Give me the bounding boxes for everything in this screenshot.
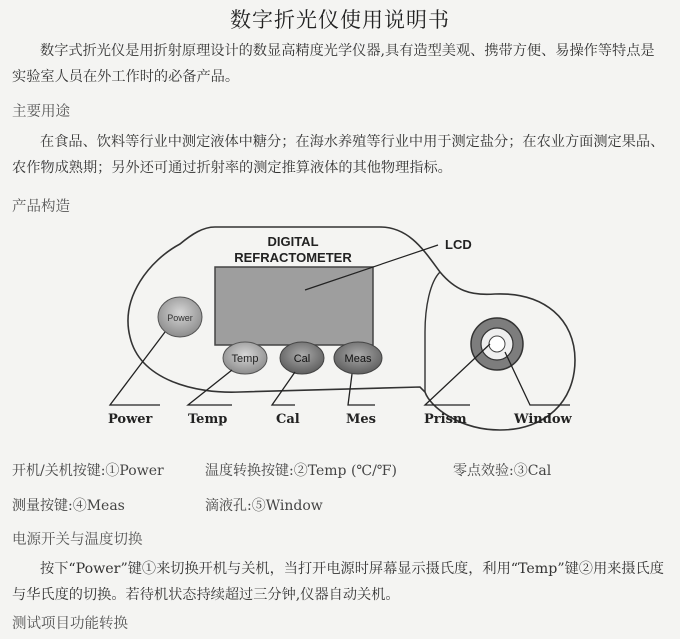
- window-center: [489, 336, 505, 352]
- power-key-desc: 开机/关机按键:①Power: [12, 463, 164, 479]
- structure-heading: 产品构造: [12, 199, 70, 215]
- power-callout: Power: [108, 412, 153, 427]
- temp-button-label: Temp: [231, 353, 259, 365]
- mode-switch-heading: 测试项目功能转换: [12, 616, 128, 632]
- uses-paragraph: 在食品、饮料等行业中测定液体中糖分；在海水养殖等行业中用于测定盐分；在农业方面测定果品、农作物成熟期；另外还可通过折射率的测定推算液体的其他物理指标。: [12, 134, 665, 176]
- prism-callout: Prism: [424, 412, 467, 427]
- device-seam: [425, 272, 440, 392]
- temp-key-desc: 温度转换按键:②Temp (℃/℉): [205, 463, 397, 479]
- temp-callout: Temp: [188, 412, 228, 427]
- zero-check-desc: 零点效验:③Cal: [453, 463, 552, 479]
- lcd-screen: [215, 267, 373, 345]
- measure-key-desc: 测量按键:④Meas: [12, 498, 125, 514]
- window-callout: Window: [514, 412, 572, 427]
- power-temp-paragraph: 按下“Power”键①来切换开机与关机，当打开电源时屏幕显示摄氏度，利用“Temp”键②用来摄氏度与华氏度的切换。若待机状态持续超过三分钟,仪器自动关机。: [12, 561, 664, 603]
- lcd-label: LCD: [445, 237, 472, 252]
- drop-hole-desc: 滴液孔:⑤Window: [205, 498, 323, 514]
- uses-heading: 主要用途: [12, 104, 70, 120]
- document-title: 数字折光仪使用说明书: [230, 8, 450, 32]
- mes-callout: Mes: [346, 412, 376, 427]
- screen-title-line1: DIGITAL: [267, 234, 319, 249]
- power-temp-heading: 电源开关与温度切换: [12, 532, 143, 548]
- refractometer-diagram: [0, 222, 680, 442]
- cal-button-label: Cal: [293, 353, 311, 365]
- power-button-label: Power: [167, 313, 193, 323]
- cal-callout: Cal: [276, 412, 300, 427]
- meas-button-label: Meas: [344, 353, 372, 365]
- screen-title-line2: REFRACTOMETER: [234, 250, 352, 265]
- intro-paragraph: 数字式折光仪是用折射原理设计的数显高精度光学仪器,具有造型美观、携带方便、易操作等特点是实验室人员在外工作时的必备产品。: [12, 43, 655, 85]
